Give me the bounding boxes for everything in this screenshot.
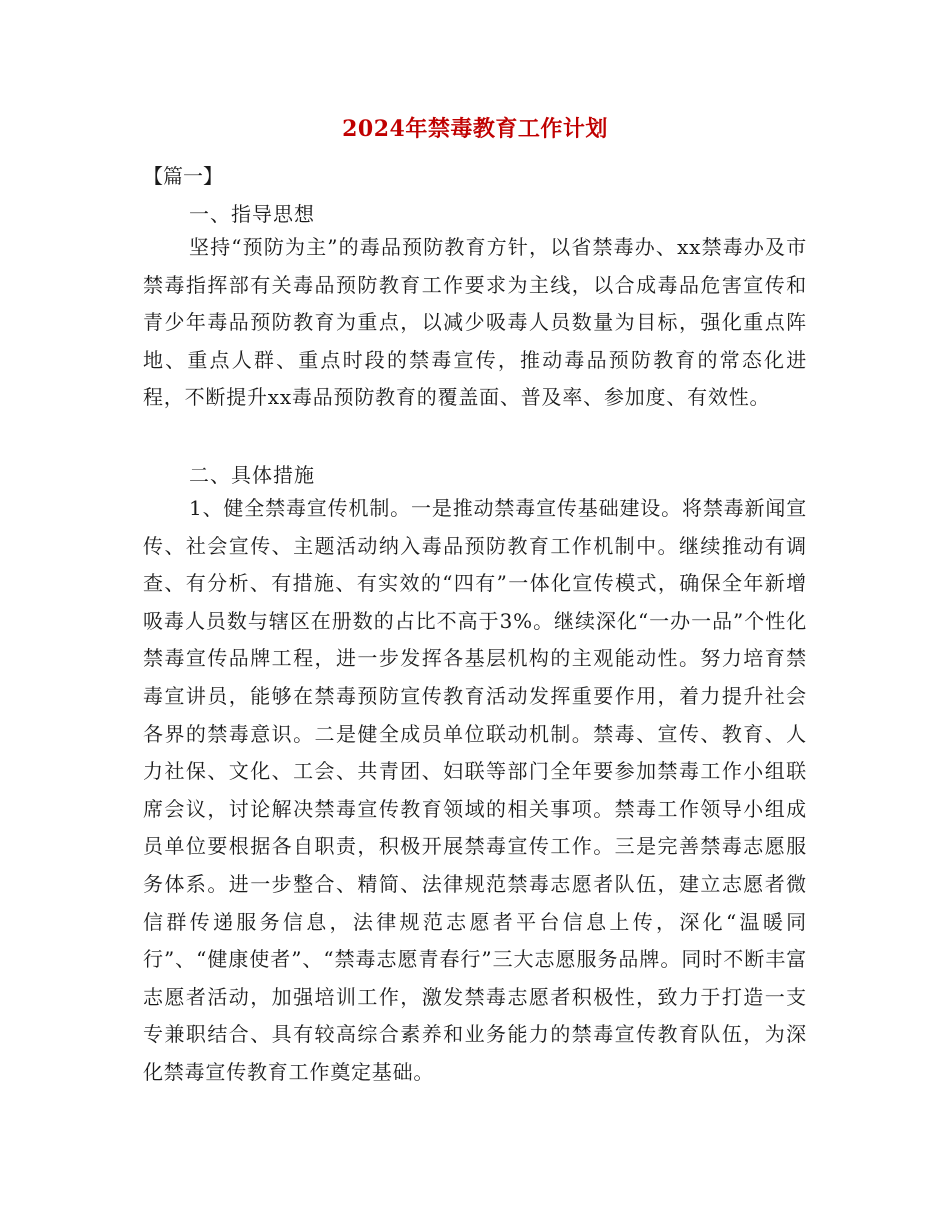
heading-specific-measures: 二、具体措施 — [189, 463, 315, 487]
document-title: 2024年禁毒教育工作计划 — [342, 116, 608, 142]
heading-guiding-ideology: 一、指导思想 — [189, 202, 315, 226]
paragraph-specific-measures: 1、健全禁毒宣传机制。一是推动禁毒宣传基础建设。将禁毒新闻宣传、社会宣传、主题活动纳入毒品预防教育工作机制中。继续推动有调查、有分析、有措施、有实效的“四有”一体化宣传模式，确保全年新增吸毒人员数与辖区在册数的占比不高于3%。继续深化“一办一品”个性化禁毒宣传品牌工程，进一步发挥各基层机构的主观能动性。努力培育禁毒宣讲员，能够在禁毒预防宣传教育活动发挥重要作用，着力提升社会各界的禁毒意识。二是健全成员单位联动机制。禁毒、宣传、教育、人力社保、文化、工会、共青团、妇联等部门全年要参加禁毒工作小组联席会议，讨论解决禁毒宣传教育领域的相关事项。禁毒工作领导小组成员单位要根据各自职责，积极开展禁毒宣传工作。三是完善禁毒志愿服务体系。进一步整合、精简、法律规范禁毒志愿者队伍，建立志愿者微信群传递服务信息，法律规范志愿者平台信息上传，深化“温暖同行”、“健康使者”、“禁毒志愿青春行”三大志愿服务品牌。同时不断丰富志愿者活动，加强培训工作，激发禁毒志愿者积极性，致力于打造一支专兼职结合、具有较高综合素养和业务能力的禁毒宣传教育队伍，为深化禁毒宣传教育工作奠定基础。 — [143, 496, 807, 1084]
paragraph-guiding-ideology: 坚持“预防为主”的毒品预防教育方针，以省禁毒办、xx禁毒办及市禁毒指挥部有关毒品预防教育工作要求为主线，以合成毒品危害宣传和青少年毒品预防教育为重点，以减少吸毒人员数量为目标，强化重点阵地、重点人群、重点时段的禁毒宣传，推动毒品预防教育的常态化进程，不断提升xx毒品预防教育的覆盖面、普及率、参加度、有效性。 — [143, 235, 807, 410]
section-label: 【篇一】 — [143, 164, 223, 188]
